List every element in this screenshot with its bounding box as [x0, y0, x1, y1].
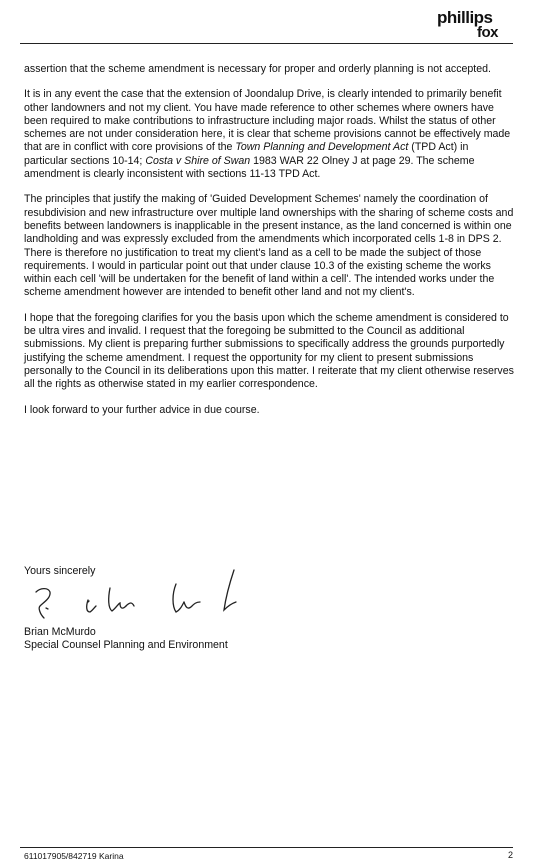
case-citation: Costa v Shire of Swan	[145, 154, 251, 167]
closing-salutation: Yours sincerely	[24, 565, 96, 577]
document-reference: 611017905/842719 Karina	[24, 851, 124, 861]
phillips-fox-logo	[431, 8, 513, 42]
page-number: 2	[507, 850, 513, 860]
logo-line-1: phillips	[437, 8, 493, 27]
header-divider	[20, 43, 513, 44]
paragraph-2	[24, 88, 514, 181]
handwritten-signature	[26, 562, 266, 632]
footer-divider	[20, 847, 513, 848]
logo-line-2: fox	[477, 24, 498, 41]
paragraph-5: I look forward to your further advice in due course.	[24, 403, 260, 416]
signer-title: Special Counsel Planning and Environment	[24, 639, 228, 652]
signer-block	[24, 626, 228, 653]
paragraph-4: I hope that the foregoing clarifies for you the basis upon which the scheme amendment is considered to be ultra vires and invalid. I request that the foregoing be submitted to the Council as additional submissions. My client is preparing further submissions to specifically address the grounds purportedly justifying the scheme amendment. I request the opportunity for my client to present submissions personally to the Council in its deliberations upon this matter. I reiterate that my client otherwise reserves all the rights as otherwise stated in my earlier correspondence.	[24, 311, 514, 391]
paragraph-3: The principles that justify the making of 'Guided Development Schemes' namely the coordination of resubdivision and new infrastructure over multiple land ownerships with the sharing of scheme costs and benefits between landowners is inapplicable in the present instance, as the land concerned is within one landholding and was expressly excluded from the amendments which incorporated cells 1-8 in DPS 2. There is therefore no justification to treat my client's land as a cell to be made the subject of those requirements. I would in particular point out that under clause 10.3 of the existing scheme the works within each cell 'will be undertaken for the benefit of land within a cell'. The intended works under the scheme amendment however are intended to benefit other land and not my client's.	[24, 193, 514, 299]
letter-body	[24, 63, 514, 429]
paragraph-2-text-b: (TPD Act) in particular sections 10-14;	[24, 141, 469, 167]
act-title: Town Planning and Development Act	[235, 141, 409, 154]
paragraph-2-text-a: It is in any event the case that the extension of Joondalup Drive, is clearly intended to primarily benefit other landowners and not my client. You have made reference to other schemes where owners have been required to make contributions to infrastructure including major roads. Whilst the status of other schemes are not under consideration here, it is clear that scheme provisions cannot be effectively made that are in conflict with core provisions of the	[24, 88, 511, 154]
paragraph-1: assertion that the scheme amendment is necessary for proper and orderly planning is not accepted.	[24, 63, 491, 75]
signer-name: Brian McMurdo	[24, 626, 96, 638]
paragraph-2-text-c: 1983 WAR 22 Olney J at page 29. The scheme amendment is clearly inconsistent with sections 11-13 TPD Act.	[24, 154, 475, 181]
